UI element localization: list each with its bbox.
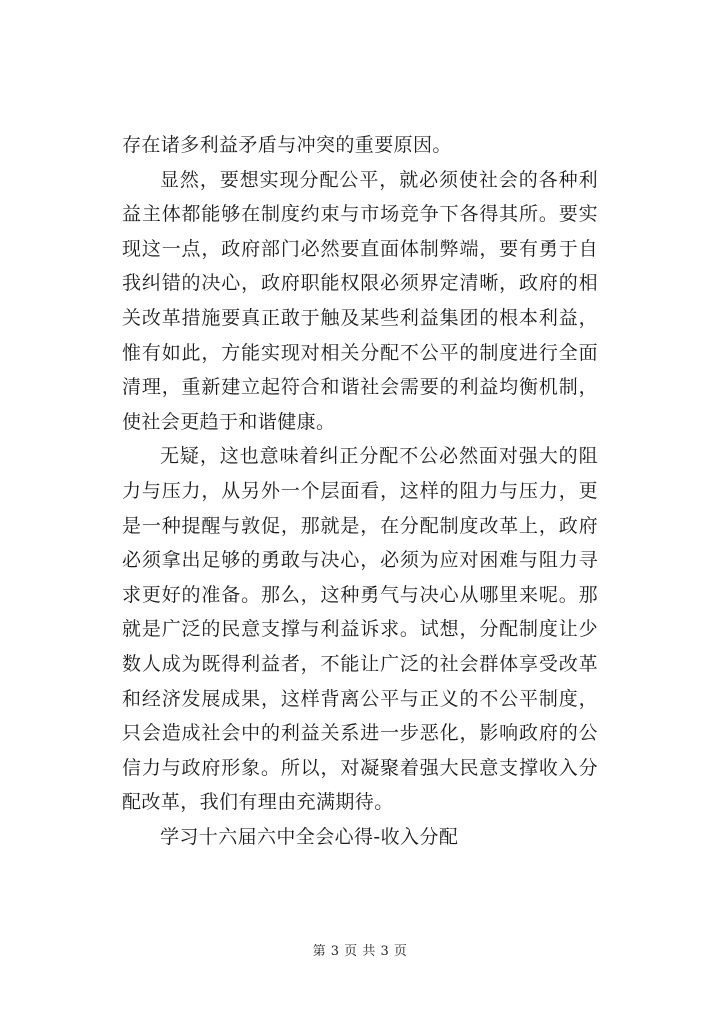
page-number-label: 第 3 页 共 3 页 — [312, 944, 408, 959]
document-body — [122, 128, 598, 854]
paragraph-1: 存在诸多利益矛盾与冲突的重要原因。 — [122, 134, 452, 156]
page-footer — [0, 940, 720, 959]
paragraph-3: 无疑，这也意味着纠正分配不公必然面对强大的阻力与压力，从另外一个层面看，这样的阻力与压力，更是一种提醒与敦促，那就是，在分配制度改革上，政府必须拿出足够的勇敢与决心，必须为应对困难与阻力寻求更好的准备。那么，这种勇气与决心从哪里来呢。那就是广泛的民意支撑与利益诉求。试想，分配制度让少数人成为既得利益者，不能让广泛的社会群体享受改革和经济发展成果，这样背离公平与正义的不公平制度，只会造成社会中的利益关系进一步恶化，影响政府的公信力与政府形象。所以，对凝聚着强大民意支撑收入分配改革，我们有理由充满期待。 — [122, 445, 598, 814]
document-title-line: 学习十六届六中全会心得-收入分配 — [160, 825, 459, 848]
paragraph-2: 显然，要想实现分配公平，就必须使社会的各种利益主体都能够在制度约束与市场竞争下各得其所。要实现这一点，政府部门必然要直面体制弊端，要有勇于自我纠错的决心，政府职能权限必须界定清晰，政府的相关改革措施要真正敢于触及某些利益集团的根本利益，惟有如此，方能实现对相关分配不公平的制度进行全面清理，重新建立起符合和谐社会需要的利益均衡机制，使社会更趋于和谐健康。 — [122, 168, 598, 433]
